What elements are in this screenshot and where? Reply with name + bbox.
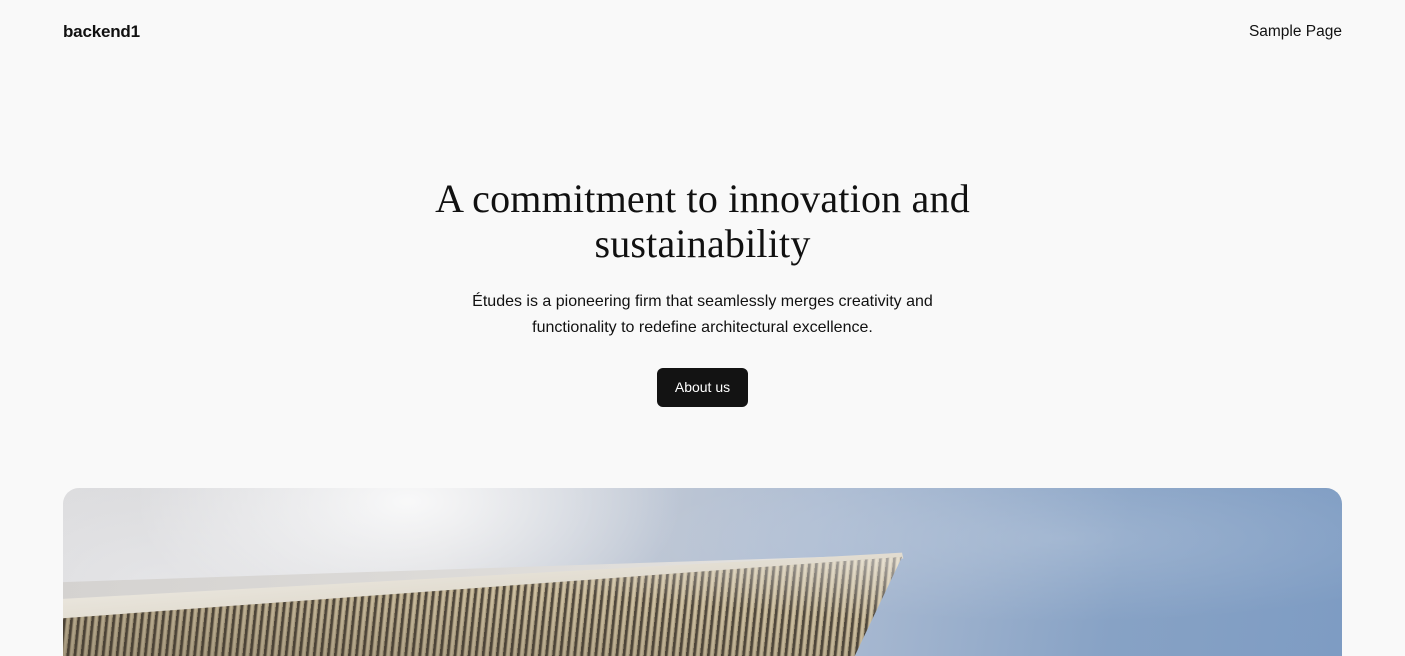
about-us-button[interactable]: About us <box>657 368 748 407</box>
hero-description: Études is a pioneering firm that seamlessly merges creativity and functionality to redefine architectural excellence. <box>472 293 933 336</box>
hero-section <box>0 48 1405 407</box>
hero-heading: A commitment to innovation and sustainability <box>435 176 970 266</box>
main-content <box>0 48 1405 656</box>
hero-image <box>63 488 1342 656</box>
site-title-link[interactable]: backend1 <box>63 22 140 41</box>
primary-nav <box>1249 23 1342 41</box>
site-header <box>0 0 1405 48</box>
nav-item-sample-page[interactable]: Sample Page <box>1248 23 1342 40</box>
